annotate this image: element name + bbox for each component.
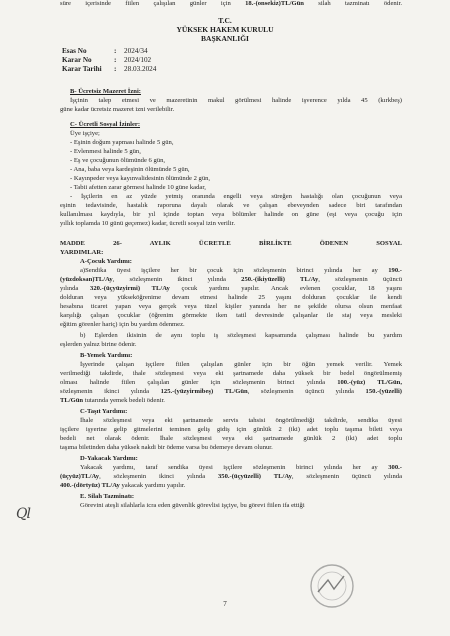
text-line [60, 482, 402, 490]
text-run: eşinin tedavisinde, hastalık raporuna dayalı olarak ve çalışan ebeveynden sadece biri tarafından [60, 202, 402, 209]
text-run: YARDIMLAR: [60, 249, 104, 256]
header-tc: T.C. [218, 16, 232, 25]
text-line [80, 361, 402, 369]
meta-karar: Karar No : 2024/102 [62, 56, 152, 64]
text-line [60, 240, 402, 248]
text-line [80, 502, 402, 510]
text-run: güne kadar ücretsiz mazeret izni verilebilir. [60, 106, 175, 113]
text-line [60, 435, 402, 443]
text-line [60, 379, 402, 387]
text-run: İşyerinde çalışan işçilere fiilen çalışılan günler için bir öğün yemek verilir. Yemek [80, 361, 402, 368]
text-line [60, 312, 402, 320]
text-line [60, 397, 402, 405]
text-line [60, 249, 402, 257]
text-run: Görevini ateşli silahlarla icra eden güvenlik görevlisi işçiye, bu görevi fiilen ifa ettiği [80, 502, 305, 509]
text-line [60, 370, 402, 378]
text-run: b) Eşlerden ikisinin de aynı toplu iş sözleşmesi kapsamında çalışması halinde bu yardım [80, 332, 402, 339]
text-line [60, 444, 402, 452]
text-run: , sözleşmenin üçüncü yılında [291, 473, 403, 480]
text-run: olması halinde fiilen çalışılan günler için sözleşmenin birinci yılında [60, 379, 338, 386]
text-run: işçilere işyerine gelip gitmelerini teminen geliş gidiş için günlük 2 (iki) adet toplu taşıma bileti veya [60, 426, 402, 433]
text-run: , sözleşmenin üçüncü yılında [247, 388, 366, 395]
text-run: , sözleşmenin ikinci yılında [99, 473, 218, 480]
text-run: silah tazminatı ödenir. [303, 0, 402, 7]
text-line [70, 121, 402, 129]
text-run: 320.-(üçyüzyirmi) TL/Ay [90, 285, 170, 292]
text-run: MADDE 26- AYLIK ÜCRETLE BİRLİKTE ÖDENEN SOSYAL [60, 240, 402, 247]
text-line [70, 139, 402, 147]
text-run: - Evlenmesi halinde 5 gün, [70, 148, 141, 155]
meta-label: Esas No [62, 47, 87, 55]
text-run: - Tabii afetten zarar görmesi halinde 10 güne kadar, [70, 184, 206, 191]
text-line [60, 388, 402, 396]
meta-esas: Esas No : 2024/34 [62, 47, 148, 55]
text-run: (yüzdoksan)TL/Ay [60, 276, 113, 283]
text-run: TL/Gün [60, 397, 84, 404]
meta-tarih: Karar Tarihi : 28.03.2024 [62, 65, 157, 73]
text-line [70, 157, 402, 165]
text-run: 300.- [388, 464, 402, 471]
text-run: Üye işçiye; [70, 130, 100, 137]
text-run: - Eş ve çocuğunun ölümünde 6 gün, [70, 157, 166, 164]
text-run: çocuk yardımı yapılır. Ancak evlenen çocuklar, 18 yaşını [169, 285, 402, 292]
text-run: 400.-(dörtyüz) TL/Ay [60, 482, 120, 489]
text-line [60, 341, 402, 349]
text-line [60, 473, 402, 481]
text-run: D-Yakacak Yardımı: [80, 455, 138, 462]
text-run: 150.-(yüzelli) [365, 388, 402, 395]
text-run: C- Ücretli Sosyal İzinler: [70, 121, 141, 128]
text-run: 100.-(yüz) TL/Gün, [337, 379, 402, 386]
text-run: a)Sendika üyesi işçilere her bir çocuk için sözleşmenin birinci yılında her ay [80, 267, 389, 274]
text-line [70, 148, 402, 156]
meta-value: 28.03.2024 [124, 65, 157, 73]
text-line [70, 97, 402, 105]
text-line [70, 184, 402, 192]
text-run: sözleşmenin ikinci yılında [60, 388, 161, 395]
text-run: - Ana, baba veya kardeşinin ölümünde 5 gün, [70, 166, 190, 173]
text-run: yılında [60, 285, 91, 292]
text-run: dolduran veya yükseköğrenime devam etmesi halinde 25 yaşını dolduran çocuklar ile kendi [60, 294, 402, 301]
text-line [60, 426, 402, 434]
text-run: 125.-(yüzyirmibeş) TL/Gün [160, 388, 248, 395]
text-line [60, 303, 402, 311]
text-line [60, 294, 402, 302]
text-run: İhale sözleşmesi veya eki şartnamede servis tahsisi öngörülmediği takdirde, sendika üyesi [80, 417, 402, 424]
text-line [80, 258, 402, 266]
text-run: Yakacak yardımı, taraf sendika üyesi işçilere sözleşmenin birinci yılında her ay [80, 464, 389, 471]
text-run: - İşçilerin en az yüzde yetmiş oranında engelli veya süreğen hastalığı olan çocuğunun veya [70, 193, 402, 200]
text-run: 350.-(üçyüzelli) TL/Ay [217, 473, 292, 480]
text-run: karşılığı çalışan çocuklar (öğrenim görmekte iken tatil devresinde çalışanlar ile staj veya mesleki [60, 312, 402, 319]
handwritten-note: Ql [16, 506, 30, 522]
text-run: 250.-(ikiyüzelli) TL/Ay [241, 276, 319, 283]
text-line [70, 88, 402, 96]
meta-value: 2024/34 [124, 47, 148, 55]
text-run: süre içerisinde fiilen çalışılan günler için [60, 0, 246, 7]
text-line [80, 352, 402, 360]
text-line [60, 211, 402, 219]
text-line [60, 106, 402, 114]
text-run: verilmediği takdirde, ihale sözleşmesi veya eki şartnamede daha yüksek bir bedel öngörülmemiş [60, 370, 402, 377]
text-line [60, 321, 402, 329]
meta-label: Karar No [62, 56, 92, 64]
text-line [80, 493, 402, 501]
meta-value: 2024/102 [124, 56, 152, 64]
text-line [80, 464, 402, 472]
text-run: 190.- [388, 267, 402, 274]
text-run: eğitim görenler hariç) için bu yardım ödenmez. [60, 321, 185, 328]
text-line [70, 175, 402, 183]
text-run: C-Taşıt Yardımı: [80, 408, 128, 415]
text-line [60, 0, 402, 8]
text-line [80, 417, 402, 425]
text-run: yıllık toplamda 10 günü geçemez) kadar, ücretli sosyal izin verilir. [60, 220, 235, 227]
text-run: İşçinin talep etmesi ve mazeretinin makul görülmesi halinde işverence yılda 45 (kırkbeş) [70, 97, 402, 104]
text-run: bedeli net olarak ödenir. İhale sözleşmesi veya eki şartnamede günlük 2 (iki) adet toplu [60, 435, 402, 442]
text-line [80, 455, 402, 463]
text-line [60, 202, 402, 210]
text-run: - Kayınpeder veya kayınvalidesinin ölümünde 2 gün, [70, 175, 211, 182]
text-line [60, 276, 402, 284]
text-run: tutarında yemek bedeli ödenir. [83, 397, 165, 404]
header-title: YÜKSEK HAKEM KURULU [176, 25, 274, 34]
text-line [70, 130, 402, 138]
text-run: - Eşinin doğum yapması halinde 5 gün, [70, 139, 174, 146]
header-subtitle: BAŞKANLIĞI [201, 34, 249, 43]
text-line [60, 220, 402, 228]
text-run: kullanılması kaydıyla, bir yıl içinde toptan veya bölümler halinde on güne (eşi veya çocuğu için [60, 211, 402, 218]
text-run: A-Çocuk Yardımı: [80, 258, 132, 265]
text-line [80, 408, 402, 416]
text-line [80, 332, 402, 340]
text-run: 18.-(onsekiz)TL/Gün [245, 0, 304, 7]
text-run: eşlerden yalnız birine ödenir. [60, 341, 137, 348]
text-run: taşıma biletinden daha yüksek nakdi bir ödeme varsa bu ödemeye devam olunur. [60, 444, 273, 451]
text-run: , sözleşmenin üçüncü [318, 276, 403, 283]
text-run: yakacak yardımı yapılır. [119, 482, 186, 489]
text-run: , sözleşmenin ikinci yılında [112, 276, 242, 283]
text-line [70, 193, 402, 201]
text-run: E. Silah Tazminatı: [80, 493, 135, 500]
text-run: hesabına ticaret yapan veya gerçek veya tüzel kişiler yanında her ne şekilde olursa olsun menfaat [60, 303, 402, 310]
page-number: 7 [223, 600, 227, 608]
text-line [70, 166, 402, 174]
meta-label: Karar Tarihi [62, 65, 102, 73]
text-run: B- Ücretsiz Mazeret İzni: [70, 88, 141, 95]
text-run: (üçyüz)TL/Ay [60, 473, 100, 480]
text-line [80, 267, 402, 275]
text-line [60, 285, 402, 293]
text-run: B-Yemek Yardımı: [80, 352, 133, 359]
